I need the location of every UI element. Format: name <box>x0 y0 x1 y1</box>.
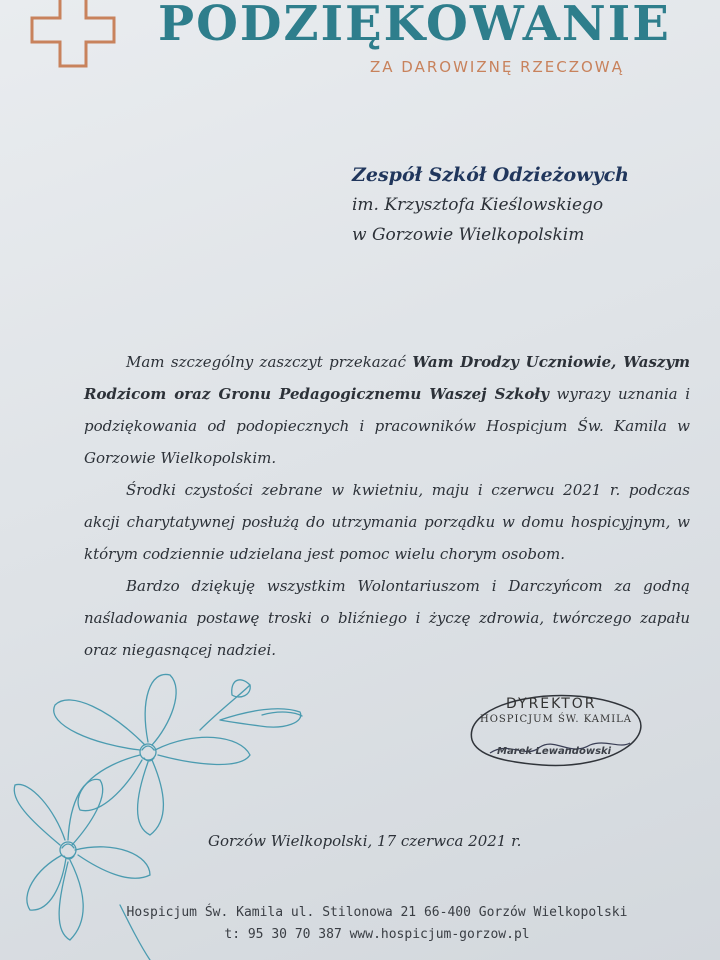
footer-address: Hospicjum Św. Kamila ul. Stilonowa 21 66-400 Gorzów Wielkopolski <box>126 905 628 920</box>
paragraph-1-addressees: Wam Drodzy Uczniowie, Waszym Rodzicom oraz Gronu Pedagogicznemu Waszej Szkoły <box>84 353 691 403</box>
paragraph-1 <box>84 346 690 474</box>
recipient-patron: im. Krzysztofa Kieślowskiego <box>352 195 604 215</box>
letter-date: Gorzów Wielkopolski, 17 czerwca 2021 r. <box>208 832 522 850</box>
page-title: PODZIĘKOWANIE <box>158 0 671 52</box>
cross-logo-icon <box>28 0 118 70</box>
paragraph-3: Bardzo dziękuję wszystkim Wolontariuszom i Darczyńcom za godną naśladowania postawę troski o bliźniego i życzę zdrowia, twórczego zapału oraz niegasnącej nadziei. <box>84 577 690 659</box>
paragraph-1-intro: Mam szczególny zaszczyt przekazać <box>126 353 413 371</box>
recipient-name: Zespół Szkół Odzieżowych <box>352 164 629 186</box>
letter-body <box>84 346 690 666</box>
signature-oval-icon <box>452 680 652 780</box>
footer <box>92 902 662 946</box>
footer-contact: t: 95 30 70 387 www.hospicjum-gorzow.pl <box>224 927 530 942</box>
paragraph-2: Środki czystości zebrane w kwietniu, maju i czerwcu 2021 r. podczas akcji charytatywnej posłużą do utrzymania porządku w domu hospicyjnym, w którym codziennie udzielana jest pomoc wielu chorym osobom. <box>84 481 690 563</box>
recipient-block <box>352 160 629 250</box>
signature-title: DYREKTOR <box>506 696 597 712</box>
recipient-city: w Gorzowie Wielkopolskim <box>352 225 585 245</box>
page-subtitle: ZA DAROWIZNĘ RZECZOWĄ <box>370 58 624 76</box>
paragraph-1-rest: wyrazy uznania i podziękowania od podopiecznych i pracowników Hospicjum Św. Kamila w Gorzowie Wielkopolskim. <box>84 385 690 467</box>
signature-name: Marek Lewandowski <box>497 746 612 757</box>
signature-organization: HOSPICJUM ŚW. KAMILA <box>480 714 633 725</box>
